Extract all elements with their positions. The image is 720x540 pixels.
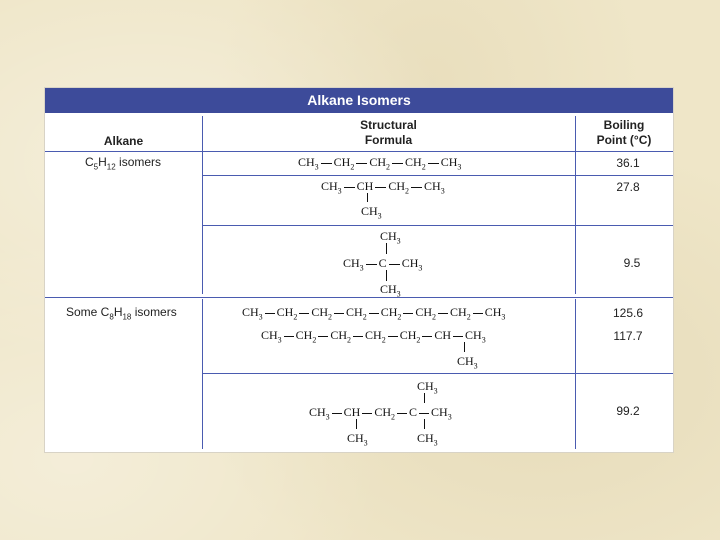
boiling-point: 9.5 (623, 256, 641, 270)
boiling-point: 27.8 (616, 180, 640, 194)
row-divider (202, 175, 673, 176)
group-label-c8h18: Some $C_8H_{18}$ isomers (66, 305, 177, 322)
alkane-isomers-table (44, 87, 674, 453)
boiling-point: 99.2 (616, 404, 640, 418)
bond-vertical (386, 243, 387, 254)
header-divider (45, 151, 673, 152)
group-label-c5h12: $C_5H_{12}$ isomers (85, 155, 162, 172)
column-divider-2 (575, 116, 576, 294)
bond-vertical (367, 193, 368, 202)
group-divider (45, 297, 673, 298)
substituent-methyl: $CH_3$ (457, 354, 478, 371)
boiling-point: 36.1 (616, 156, 640, 170)
substituent-methyl: $CH_3$ (417, 379, 438, 396)
substituent-methyl: $CH_3$ (347, 431, 368, 448)
header-structural-formula: Structural Formula (360, 118, 417, 147)
structural-formula-pentane: $CH_3$ $CH_2$ $CH_2$ $CH_2$ $CH_3$ (298, 155, 462, 172)
substituent-methyl: $CH_3$ (417, 431, 438, 448)
substituent-methyl: $CH_3$ (361, 204, 382, 221)
structural-formula-octane: $CH_3$ $CH_2$ $CH_2$ $CH_2$ $CH_2$ $CH_2$ $CH_2$ $CH_3$ (242, 305, 506, 322)
column-divider-1 (202, 116, 203, 294)
header-boiling-point: Boiling Point (°C) (596, 118, 652, 147)
bond-vertical (464, 342, 465, 352)
structural-formula-methylheptane: $CH_3$ $CH_2$ $CH_2$ $CH_2$ $CH_2$ CH $CH_3$ (261, 328, 486, 345)
column-divider-2 (575, 299, 576, 449)
structural-formula-isopentane: $CH_3$ CH $CH_2$ $CH_3$ (321, 179, 445, 196)
table-title: Alkane Isomers (45, 88, 673, 113)
substituent-methyl: $CH_3$ (380, 282, 401, 299)
row-divider (202, 373, 673, 374)
bond-vertical (424, 393, 425, 403)
boiling-point: 117.7 (613, 329, 643, 343)
bond-vertical (386, 270, 387, 281)
header-alkane: Alkane (103, 134, 144, 148)
row-divider (202, 225, 673, 226)
boiling-point: 125.6 (612, 306, 644, 320)
substituent-methyl: $CH_3$ (380, 229, 401, 246)
column-divider-1 (202, 299, 203, 449)
bond-vertical (424, 419, 425, 429)
structural-formula-neopentane: $CH_3$ C $CH_3$ (343, 256, 423, 273)
bond-vertical (356, 419, 357, 429)
structural-formula-trimethylpentane: $CH_3$ CH $CH_2$ C $CH_3$ (309, 405, 452, 422)
